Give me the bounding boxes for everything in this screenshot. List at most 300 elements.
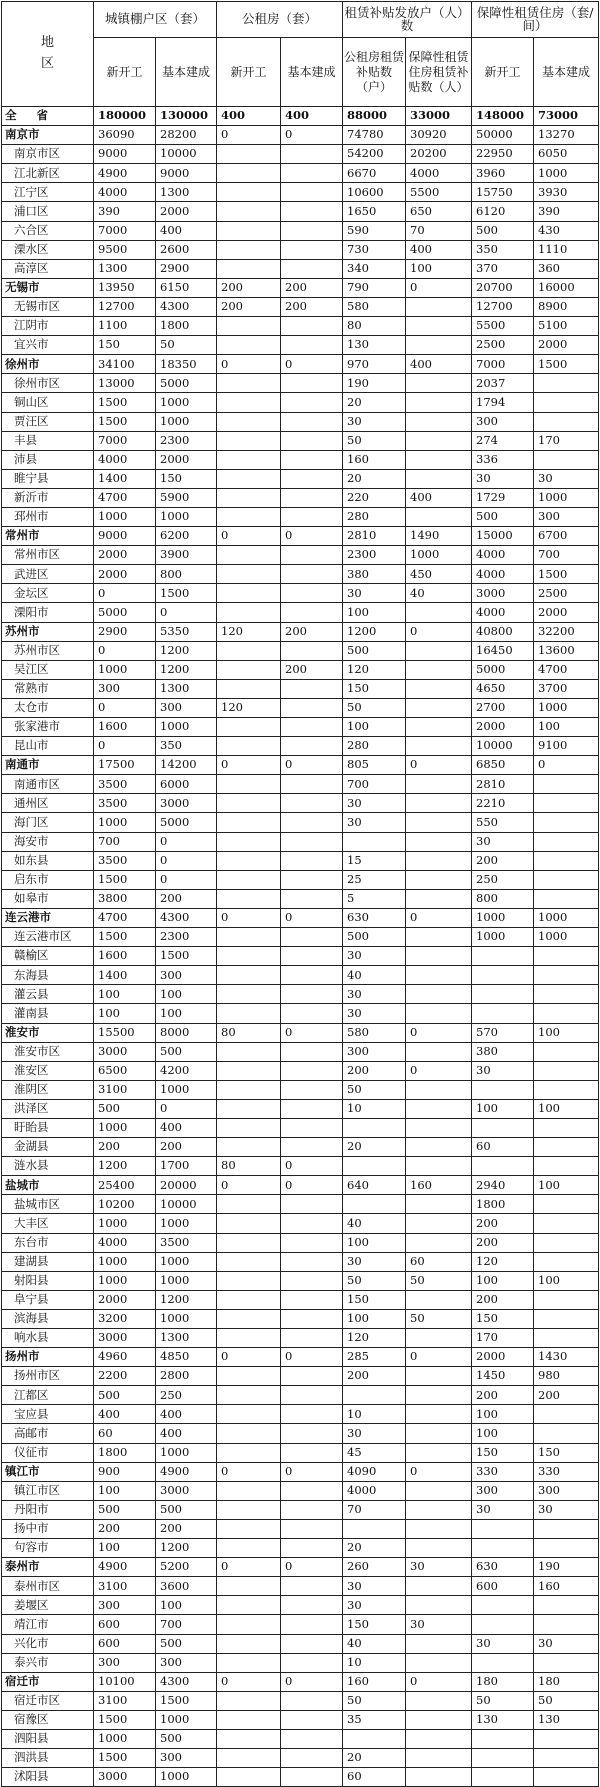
shantytown-basic-built-cell: 400 bbox=[156, 1424, 217, 1443]
gr-subsidy-persons-cell bbox=[406, 1500, 472, 1519]
guaranteed-basic-built-cell bbox=[534, 1615, 599, 1634]
public-rental-new-start-cell bbox=[217, 221, 281, 240]
region-name-cell: 江阴市 bbox=[2, 317, 94, 336]
public-rental-new-start-cell bbox=[217, 1424, 281, 1443]
city-row bbox=[2, 1023, 599, 1042]
pr-subsidy-households-cell: 20 bbox=[343, 1749, 406, 1768]
public-rental-new-start-cell bbox=[217, 1099, 281, 1118]
guaranteed-basic-built-cell: 130 bbox=[534, 1710, 599, 1729]
district-row bbox=[2, 183, 599, 202]
public-rental-basic-built-cell: 0 bbox=[281, 756, 343, 775]
public-rental-basic-built-cell bbox=[281, 1061, 343, 1080]
public-rental-basic-built-cell: 0 bbox=[281, 527, 343, 546]
guaranteed-basic-built-cell bbox=[534, 374, 599, 393]
guaranteed-basic-built-cell: 30 bbox=[534, 469, 599, 488]
guaranteed-basic-built-cell bbox=[534, 985, 599, 1004]
public-rental-new-start-cell: 200 bbox=[217, 278, 281, 297]
region-name-cell: 泰州市区 bbox=[2, 1577, 94, 1596]
guaranteed-new-start-cell: 200 bbox=[472, 1290, 534, 1309]
gr-subsidy-persons-cell bbox=[406, 1214, 472, 1233]
shantytown-basic-built-cell: 3900 bbox=[156, 546, 217, 565]
pr-subsidy-households-cell: 1200 bbox=[343, 622, 406, 641]
table-body bbox=[2, 107, 599, 1787]
gr-subsidy-persons-cell: 400 bbox=[406, 488, 472, 507]
public-rental-new-start-cell bbox=[217, 1004, 281, 1023]
shantytown-basic-built-cell: 1000 bbox=[156, 1710, 217, 1729]
shantytown-basic-built-cell: 6150 bbox=[156, 278, 217, 297]
public-rental-basic-built-cell bbox=[281, 240, 343, 259]
shantytown-new-start-cell: 4000 bbox=[94, 183, 156, 202]
gr-subsidy-persons-cell bbox=[406, 737, 472, 756]
district-row bbox=[2, 297, 599, 316]
public-rental-basic-built-cell bbox=[281, 488, 343, 507]
guaranteed-new-start-cell: 1729 bbox=[472, 488, 534, 507]
guaranteed-new-start-cell: 22950 bbox=[472, 145, 534, 164]
shantytown-new-start-cell: 1600 bbox=[94, 718, 156, 737]
guaranteed-new-start-cell: 16450 bbox=[472, 641, 534, 660]
public-rental-basic-built-cell: 0 bbox=[281, 1558, 343, 1577]
public-rental-basic-built-cell bbox=[281, 1099, 343, 1118]
shantytown-new-start-cell: 3000 bbox=[94, 1768, 156, 1787]
shantytown-new-start-cell: 1000 bbox=[94, 813, 156, 832]
shantytown-basic-built-cell: 500 bbox=[156, 1634, 217, 1653]
public-rental-basic-built-cell bbox=[281, 164, 343, 183]
city-row bbox=[2, 1176, 599, 1195]
shantytown-basic-built-cell: 3500 bbox=[156, 1233, 217, 1252]
gr-subsidy-persons-cell bbox=[406, 297, 472, 316]
pr-subsidy-households-cell: 50 bbox=[343, 1691, 406, 1710]
pr-subsidy-households-cell bbox=[343, 1386, 406, 1405]
shantytown-basic-built-cell: 18350 bbox=[156, 355, 217, 374]
guaranteed-basic-built-cell: 150 bbox=[534, 1443, 599, 1462]
shantytown-basic-built-cell: 4900 bbox=[156, 1462, 217, 1481]
public-rental-new-start-cell bbox=[217, 679, 281, 698]
shantytown-new-start-cell: 0 bbox=[94, 641, 156, 660]
public-rental-basic-built-cell: 0 bbox=[281, 355, 343, 374]
district-row bbox=[2, 1042, 599, 1061]
region-name-cell: 灌南县 bbox=[2, 1004, 94, 1023]
guaranteed-basic-built-cell: 180 bbox=[534, 1672, 599, 1691]
guaranteed-new-start-cell: 1794 bbox=[472, 393, 534, 412]
guaranteed-basic-built-cell: 2000 bbox=[534, 603, 599, 622]
public-rental-basic-built-cell bbox=[281, 1138, 343, 1157]
shantytown-new-start-cell: 3500 bbox=[94, 851, 156, 870]
region-name-cell: 南通市区 bbox=[2, 775, 94, 794]
guaranteed-basic-built-cell bbox=[534, 832, 599, 851]
shantytown-basic-built-cell: 5200 bbox=[156, 1558, 217, 1577]
guaranteed-new-start-cell bbox=[472, 1157, 534, 1176]
pr-subsidy-households-cell: 20 bbox=[343, 1138, 406, 1157]
city-row bbox=[2, 527, 599, 546]
gr-subsidy-persons-cell bbox=[406, 1386, 472, 1405]
region-name-cell: 淮阴区 bbox=[2, 1080, 94, 1099]
shantytown-basic-built-cell: 4300 bbox=[156, 908, 217, 927]
pr-subsidy-households-cell: 150 bbox=[343, 1290, 406, 1309]
district-row bbox=[2, 641, 599, 660]
shantytown-basic-built-header: 基本建成 bbox=[156, 38, 217, 107]
gr-subsidy-persons-cell bbox=[406, 1118, 472, 1137]
pr-subsidy-households-cell: 150 bbox=[343, 679, 406, 698]
gr-subsidy-persons-cell: 0 bbox=[406, 1462, 472, 1481]
shantytown-new-start-cell: 1800 bbox=[94, 1443, 156, 1462]
region-name-cell: 姜堰区 bbox=[2, 1596, 94, 1615]
shantytown-basic-built-cell: 2900 bbox=[156, 259, 217, 278]
guaranteed-basic-built-cell: 0 bbox=[534, 756, 599, 775]
public-rental-basic-built-cell bbox=[281, 813, 343, 832]
shantytown-basic-built-cell: 300 bbox=[156, 698, 217, 717]
shantytown-new-start-cell: 25400 bbox=[94, 1176, 156, 1195]
public-rental-new-start-cell: 0 bbox=[217, 1348, 281, 1367]
region-name-cell: 丹阳市 bbox=[2, 1500, 94, 1519]
district-row bbox=[2, 1710, 599, 1729]
shantytown-new-start-cell: 4700 bbox=[94, 908, 156, 927]
district-row bbox=[2, 317, 599, 336]
guaranteed-new-start-cell: 630 bbox=[472, 1558, 534, 1577]
gr-subsidy-persons-cell bbox=[406, 1367, 472, 1386]
guaranteed-new-start-cell: 30 bbox=[472, 1634, 534, 1653]
rent-subsidy-header: 租赁补贴发放户（人）数 bbox=[343, 2, 472, 38]
pr-subsidy-households-cell: 590 bbox=[343, 221, 406, 240]
guaranteed-basic-built-cell: 390 bbox=[534, 202, 599, 221]
public-rental-new-start-cell bbox=[217, 1214, 281, 1233]
pr-subsidy-households-cell: 150 bbox=[343, 1615, 406, 1634]
guaranteed-basic-built-cell bbox=[534, 1596, 599, 1615]
public-rental-new-start-cell bbox=[217, 1596, 281, 1615]
pr-subsidy-households-cell: 10 bbox=[343, 1099, 406, 1118]
public-rental-new-start-cell bbox=[217, 1042, 281, 1061]
public-rental-basic-built-cell bbox=[281, 928, 343, 947]
shantytown-new-start-cell: 600 bbox=[94, 1634, 156, 1653]
shantytown-new-start-cell: 300 bbox=[94, 679, 156, 698]
gr-subsidy-persons-cell bbox=[406, 1596, 472, 1615]
shantytown-basic-built-cell: 1000 bbox=[156, 1080, 217, 1099]
public-rental-basic-built-cell bbox=[281, 1768, 343, 1787]
public-rental-basic-built-header: 基本建成 bbox=[281, 38, 343, 107]
region-name-cell: 溧阳市 bbox=[2, 603, 94, 622]
guaranteed-rental-header: 保障性租赁住房（套/间） bbox=[472, 2, 599, 38]
district-row bbox=[2, 240, 599, 259]
guaranteed-new-start-cell: 550 bbox=[472, 813, 534, 832]
gr-subsidy-persons-cell: 0 bbox=[406, 756, 472, 775]
region-name-cell: 徐州市 bbox=[2, 355, 94, 374]
guaranteed-new-start-cell bbox=[472, 1768, 534, 1787]
region-name-cell: 苏州市 bbox=[2, 622, 94, 641]
gr-subsidy-persons-cell bbox=[406, 947, 472, 966]
region-name-cell: 邳州市 bbox=[2, 507, 94, 526]
guaranteed-new-start-cell: 200 bbox=[472, 1214, 534, 1233]
public-rental-new-start-cell: 120 bbox=[217, 698, 281, 717]
district-row bbox=[2, 985, 599, 1004]
guaranteed-basic-built-cell: 3930 bbox=[534, 183, 599, 202]
public-rental-new-start-cell bbox=[217, 1405, 281, 1424]
guaranteed-basic-built-cell bbox=[534, 1749, 599, 1768]
gr-subsidy-persons-cell bbox=[406, 1691, 472, 1710]
shantytown-basic-built-cell: 6200 bbox=[156, 527, 217, 546]
public-rental-basic-built-cell: 0 bbox=[281, 1462, 343, 1481]
district-row bbox=[2, 565, 599, 584]
shantytown-new-start-cell: 4900 bbox=[94, 164, 156, 183]
guaranteed-basic-built-cell bbox=[534, 813, 599, 832]
public-rental-basic-built-cell bbox=[281, 603, 343, 622]
gr-subsidy-persons-cell: 50 bbox=[406, 1271, 472, 1290]
public-rental-new-start-cell bbox=[217, 870, 281, 889]
gr-subsidy-persons-cell: 4000 bbox=[406, 164, 472, 183]
shantytown-basic-built-cell: 2000 bbox=[156, 202, 217, 221]
shantytown-basic-built-cell: 10000 bbox=[156, 1195, 217, 1214]
guaranteed-new-start-cell: 30 bbox=[472, 469, 534, 488]
guaranteed-basic-built-cell: 6700 bbox=[534, 527, 599, 546]
public-rental-basic-built-cell bbox=[281, 412, 343, 431]
public-rental-new-start-cell bbox=[217, 393, 281, 412]
guaranteed-new-start-cell: 150 bbox=[472, 1309, 534, 1328]
guaranteed-new-start-cell: 336 bbox=[472, 450, 534, 469]
shantytown-basic-built-cell: 4300 bbox=[156, 297, 217, 316]
shantytown-new-start-cell: 1300 bbox=[94, 259, 156, 278]
shantytown-basic-built-cell: 400 bbox=[156, 221, 217, 240]
shantytown-new-start-cell: 60 bbox=[94, 1424, 156, 1443]
public-rental-basic-built-cell bbox=[281, 1424, 343, 1443]
public-rental-new-start-cell bbox=[217, 1329, 281, 1348]
pr-subsidy-households-cell: 2810 bbox=[343, 527, 406, 546]
guaranteed-new-start-cell: 2500 bbox=[472, 336, 534, 355]
public-rental-new-start-cell bbox=[217, 1634, 281, 1653]
guaranteed-basic-built-cell: 50 bbox=[534, 1691, 599, 1710]
guaranteed-new-start-cell: 250 bbox=[472, 870, 534, 889]
gr-subsidy-persons-cell: 100 bbox=[406, 259, 472, 278]
region-name-cell: 宿豫区 bbox=[2, 1710, 94, 1729]
district-row bbox=[2, 679, 599, 698]
guaranteed-new-start-cell: 4650 bbox=[472, 679, 534, 698]
public-rental-new-start-cell bbox=[217, 584, 281, 603]
region-name-cell: 宜兴市 bbox=[2, 336, 94, 355]
pr-subsidy-households-cell: 1650 bbox=[343, 202, 406, 221]
public-rental-basic-built-cell: 0 bbox=[281, 1672, 343, 1691]
guaranteed-basic-built-cell: 2500 bbox=[534, 584, 599, 603]
gr-subsidy-persons-cell bbox=[406, 966, 472, 985]
guaranteed-basic-built-cell: 5100 bbox=[534, 317, 599, 336]
public-rental-new-start-cell bbox=[217, 259, 281, 278]
district-row bbox=[2, 832, 599, 851]
shantytown-new-start-cell: 200 bbox=[94, 1138, 156, 1157]
region-name-cell: 江宁区 bbox=[2, 183, 94, 202]
region-name-cell: 丰县 bbox=[2, 431, 94, 450]
shantytown-basic-built-cell: 300 bbox=[156, 966, 217, 985]
public-rental-new-start-cell bbox=[217, 1367, 281, 1386]
pr-subsidy-households-cell: 20 bbox=[343, 393, 406, 412]
region-name-cell: 扬州市 bbox=[2, 1348, 94, 1367]
district-row bbox=[2, 221, 599, 240]
public-rental-new-start-cell: 0 bbox=[217, 756, 281, 775]
district-row bbox=[2, 1615, 599, 1634]
gr-subsidy-persons-cell bbox=[406, 679, 472, 698]
guaranteed-basic-built-cell: 100 bbox=[534, 718, 599, 737]
guaranteed-new-start-cell: 1450 bbox=[472, 1367, 534, 1386]
public-rental-basic-built-cell bbox=[281, 851, 343, 870]
public-rental-new-start-cell bbox=[217, 164, 281, 183]
district-row bbox=[2, 718, 599, 737]
district-row bbox=[2, 507, 599, 526]
shantytown-new-start-cell: 2000 bbox=[94, 1290, 156, 1309]
district-row bbox=[2, 1653, 599, 1672]
pr-subsidy-households-cell: 30 bbox=[343, 584, 406, 603]
gr-subsidy-persons-cell: 0 bbox=[406, 1348, 472, 1367]
public-rental-new-start-cell bbox=[217, 851, 281, 870]
gr-subsidy-persons-cell bbox=[406, 660, 472, 679]
guaranteed-basic-built-cell: 330 bbox=[534, 1462, 599, 1481]
public-rental-new-start-cell bbox=[217, 1290, 281, 1309]
public-rental-new-start-cell bbox=[217, 507, 281, 526]
public-rental-basic-built-cell bbox=[281, 794, 343, 813]
shantytown-new-start-header: 新开工 bbox=[94, 38, 156, 107]
public-rental-new-start-cell bbox=[217, 412, 281, 431]
region-name-cell: 海门区 bbox=[2, 813, 94, 832]
public-rental-basic-built-cell bbox=[281, 317, 343, 336]
gr-subsidy-persons-cell: 0 bbox=[406, 622, 472, 641]
region-name-cell: 如皋市 bbox=[2, 889, 94, 908]
gr-subsidy-persons-cell bbox=[406, 1424, 472, 1443]
shantytown-basic-built-cell: 1200 bbox=[156, 1290, 217, 1309]
guaranteed-new-start-cell: 2700 bbox=[472, 698, 534, 717]
guaranteed-basic-built-cell bbox=[534, 966, 599, 985]
shantytown-basic-built-cell: 2300 bbox=[156, 928, 217, 947]
gr-subsidy-persons-cell bbox=[406, 1290, 472, 1309]
public-rental-basic-built-cell: 0 bbox=[281, 1023, 343, 1042]
shantytown-basic-built-cell: 0 bbox=[156, 851, 217, 870]
guaranteed-basic-built-cell: 300 bbox=[534, 507, 599, 526]
gr-subsidy-persons-cell bbox=[406, 507, 472, 526]
shantytown-basic-built-cell: 300 bbox=[156, 1653, 217, 1672]
district-row bbox=[2, 1577, 599, 1596]
shantytown-new-start-cell: 1500 bbox=[94, 928, 156, 947]
guaranteed-new-start-cell bbox=[472, 1004, 534, 1023]
guaranteed-basic-built-cell: 13270 bbox=[534, 126, 599, 145]
region-name-cell: 南通市 bbox=[2, 756, 94, 775]
guaranteed-basic-built-cell: 360 bbox=[534, 259, 599, 278]
guaranteed-new-start-header: 新开工 bbox=[472, 38, 534, 107]
shantytown-basic-built-cell: 1000 bbox=[156, 1768, 217, 1787]
region-name-cell: 泰兴市 bbox=[2, 1653, 94, 1672]
guaranteed-new-start-cell: 10000 bbox=[472, 737, 534, 756]
district-row bbox=[2, 1539, 599, 1558]
shantytown-new-start-cell: 1400 bbox=[94, 469, 156, 488]
shantytown-new-start-cell: 0 bbox=[94, 737, 156, 756]
shantytown-new-start-cell: 600 bbox=[94, 1615, 156, 1634]
guaranteed-new-start-cell: 148000 bbox=[472, 107, 534, 126]
region-name-cell: 扬州市区 bbox=[2, 1367, 94, 1386]
district-row bbox=[2, 431, 599, 450]
public-rental-new-start-cell bbox=[217, 565, 281, 584]
shantytown-basic-built-cell: 10000 bbox=[156, 145, 217, 164]
guaranteed-basic-built-cell: 160 bbox=[534, 1577, 599, 1596]
region-name-cell: 沭阳县 bbox=[2, 1768, 94, 1787]
pr-subsidy-households-cell bbox=[343, 832, 406, 851]
guaranteed-basic-built-cell: 1430 bbox=[534, 1348, 599, 1367]
guaranteed-new-start-cell: 30 bbox=[472, 1061, 534, 1080]
district-row bbox=[2, 1691, 599, 1710]
shantytown-new-start-cell: 17500 bbox=[94, 756, 156, 775]
housing-plan-table bbox=[1, 1, 599, 1787]
shantytown-basic-built-cell: 1200 bbox=[156, 641, 217, 660]
gr-subsidy-persons-cell: 400 bbox=[406, 240, 472, 259]
district-row bbox=[2, 1061, 599, 1080]
region-name-cell: 常州市 bbox=[2, 527, 94, 546]
guaranteed-new-start-cell: 600 bbox=[472, 1577, 534, 1596]
region-name-cell: 全 省 bbox=[2, 107, 94, 126]
public-rental-basic-built-cell bbox=[281, 1004, 343, 1023]
gr-subsidy-persons-cell: 33000 bbox=[406, 107, 472, 126]
guaranteed-basic-built-cell: 6050 bbox=[534, 145, 599, 164]
public-rental-new-start-cell bbox=[217, 240, 281, 259]
public-rental-new-start-cell bbox=[217, 832, 281, 851]
city-row bbox=[2, 355, 599, 374]
guaranteed-basic-built-cell bbox=[534, 775, 599, 794]
guaranteed-new-start-cell: 6850 bbox=[472, 756, 534, 775]
guaranteed-basic-built-cell bbox=[534, 870, 599, 889]
public-rental-header: 公租房（套） bbox=[217, 2, 343, 38]
public-rental-basic-built-cell bbox=[281, 145, 343, 164]
district-row bbox=[2, 1596, 599, 1615]
guaranteed-new-start-cell: 30 bbox=[472, 832, 534, 851]
pr-subsidy-households-cell: 500 bbox=[343, 928, 406, 947]
public-rental-basic-built-cell bbox=[281, 775, 343, 794]
gr-subsidy-persons-cell: 0 bbox=[406, 1023, 472, 1042]
shantytown-basic-built-cell: 100 bbox=[156, 1004, 217, 1023]
public-rental-new-start-cell bbox=[217, 317, 281, 336]
region-name-cell: 金坛区 bbox=[2, 584, 94, 603]
shantytown-basic-built-cell: 2300 bbox=[156, 431, 217, 450]
pr-subsidy-households-cell: 100 bbox=[343, 603, 406, 622]
guaranteed-basic-built-cell: 100 bbox=[534, 1271, 599, 1290]
guaranteed-new-start-cell bbox=[472, 1653, 534, 1672]
gr-subsidy-persons-cell bbox=[406, 431, 472, 450]
region-name-cell: 东海县 bbox=[2, 966, 94, 985]
gr-subsidy-persons-cell bbox=[406, 1749, 472, 1768]
district-row bbox=[2, 870, 599, 889]
region-name-cell: 新沂市 bbox=[2, 488, 94, 507]
region-name-cell: 连云港市 bbox=[2, 908, 94, 927]
pr-subsidy-households-cell bbox=[343, 1157, 406, 1176]
shantytown-new-start-cell: 9000 bbox=[94, 145, 156, 164]
pr-subsidy-households-cell: 60 bbox=[343, 1768, 406, 1787]
district-row bbox=[2, 164, 599, 183]
public-rental-basic-built-cell bbox=[281, 737, 343, 756]
guaranteed-basic-built-cell bbox=[534, 947, 599, 966]
gr-subsidy-persons-cell: 650 bbox=[406, 202, 472, 221]
shantytown-new-start-cell: 300 bbox=[94, 1596, 156, 1615]
guaranteed-basic-built-cell: 200 bbox=[534, 1386, 599, 1405]
guaranteed-new-start-cell bbox=[472, 1080, 534, 1099]
guaranteed-basic-built-cell: 13600 bbox=[534, 641, 599, 660]
gr-subsidy-persons-cell bbox=[406, 928, 472, 947]
shantytown-new-start-cell: 3100 bbox=[94, 1691, 156, 1710]
public-rental-new-start-cell: 400 bbox=[217, 107, 281, 126]
gr-subsidy-persons-cell: 5500 bbox=[406, 183, 472, 202]
region-name-cell: 宝应县 bbox=[2, 1405, 94, 1424]
public-rental-basic-built-cell bbox=[281, 1729, 343, 1748]
pr-subsidy-households-cell: 340 bbox=[343, 259, 406, 278]
pr-subsidy-households-cell: 805 bbox=[343, 756, 406, 775]
gr-subsidy-persons-cell bbox=[406, 641, 472, 660]
gr-subsidy-persons-cell: 0 bbox=[406, 278, 472, 297]
shantytown-basic-built-cell: 1800 bbox=[156, 317, 217, 336]
gr-subsidy-persons-cell bbox=[406, 889, 472, 908]
shantytown-basic-built-cell: 200 bbox=[156, 1138, 217, 1157]
city-row bbox=[2, 756, 599, 775]
public-rental-new-start-cell bbox=[217, 1729, 281, 1748]
pr-subsidy-households-cell: 35 bbox=[343, 1710, 406, 1729]
shantytown-new-start-cell: 1500 bbox=[94, 870, 156, 889]
guaranteed-new-start-cell: 3000 bbox=[472, 584, 534, 603]
